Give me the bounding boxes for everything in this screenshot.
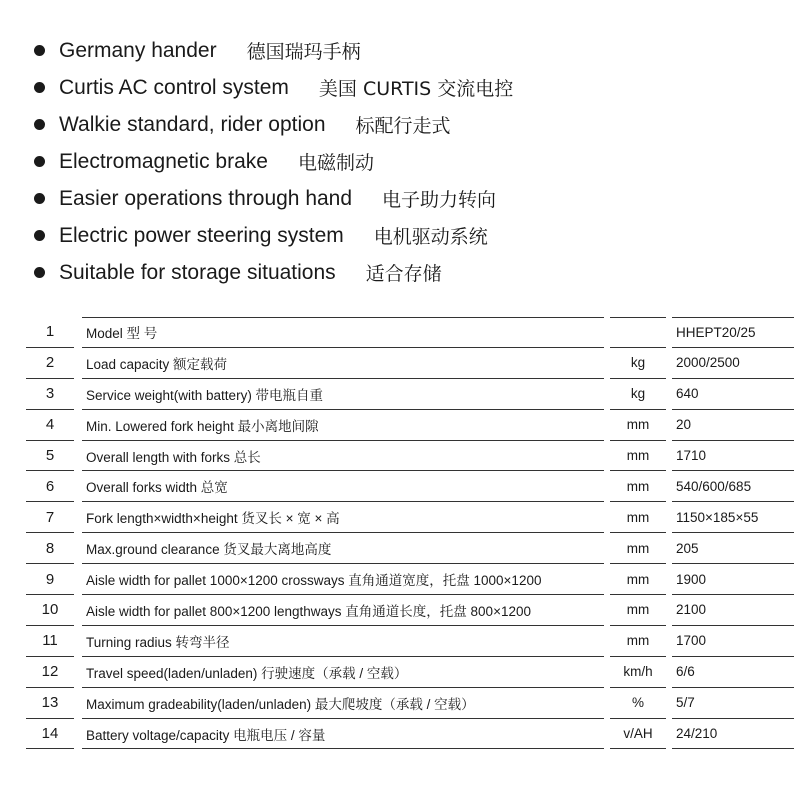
row-number: 13 [26,688,74,719]
spec-value: 2100 [672,595,794,626]
feature-item [34,106,774,143]
spec-name: Overall length with forks 总长 [82,441,604,472]
spec-value: 1710 [672,441,794,472]
bullet-icon [34,267,45,278]
row-number: 9 [26,564,74,595]
spec-value: 1700 [672,626,794,657]
bullet-icon [34,119,45,130]
spec-unit [610,317,666,348]
row-number: 10 [26,595,74,626]
table-row [26,626,794,657]
feature-item [34,69,774,106]
spec-unit: mm [610,410,666,441]
table-row [26,471,794,502]
spec-value: 540/600/685 [672,471,794,502]
spec-value: 5/7 [672,688,794,719]
spec-unit: mm [610,533,666,564]
spec-value: 640 [672,379,794,410]
spec-unit: km/h [610,657,666,688]
spec-value: HHEPT20/25 [672,317,794,348]
spec-name: Turning radius 转弯半径 [82,626,604,657]
feature-english: Germany hander [59,38,217,62]
table-row [26,657,794,688]
row-number: 7 [26,502,74,533]
spec-name: Min. Lowered fork height 最小离地间隙 [82,410,604,441]
row-number: 6 [26,471,74,502]
spec-unit: mm [610,564,666,595]
feature-chinese: 标配行走式 [355,115,451,137]
feature-item [34,180,774,217]
spec-unit: v/AH [610,719,666,750]
table-row [26,317,794,348]
feature-chinese: 德国瑞玛手柄 [246,41,361,63]
spec-value: 24/210 [672,719,794,750]
spec-name: Aisle width for pallet 800×1200 lengthways 直角通道长度，托盘 800×1200 [82,595,604,626]
row-number: 11 [26,626,74,657]
spec-value: 1900 [672,564,794,595]
spec-name: Model 型 号 [82,317,604,348]
spec-name: Maximum gradeability(laden/unladen) 最大爬坡度（承载 / 空载） [82,688,604,719]
spec-name: Service weight(with battery) 带电瓶自重 [82,379,604,410]
feature-chinese: 适合存储 [365,263,442,285]
spec-unit: % [610,688,666,719]
bullet-icon [34,45,45,56]
feature-list [34,32,774,291]
table-row [26,502,794,533]
feature-item [34,32,774,69]
spec-unit: mm [610,502,666,533]
row-number: 8 [26,533,74,564]
table-row [26,564,794,595]
row-number: 14 [26,719,74,750]
bullet-icon [34,82,45,93]
spec-unit: kg [610,348,666,379]
spec-value: 1150×185×55 [672,502,794,533]
bullet-icon [34,156,45,167]
spec-unit: mm [610,595,666,626]
feature-chinese: 电磁制动 [297,152,374,174]
table-row [26,688,794,719]
table-row [26,533,794,564]
feature-item [34,254,774,291]
row-number: 12 [26,657,74,688]
feature-english: Electric power steering system [59,223,344,247]
feature-chinese: 电机驱动系统 [373,226,488,248]
table-row [26,348,794,379]
feature-chinese: 电子助力转向 [382,189,497,211]
row-number: 1 [26,317,74,348]
table-row [26,719,794,750]
row-number: 2 [26,348,74,379]
feature-item [34,217,774,254]
spec-value: 20 [672,410,794,441]
feature-english: Easier operations through hand [59,186,353,210]
spec-name: Fork length×width×height 货叉长 × 宽 × 高 [82,502,604,533]
spec-table [26,317,794,749]
spec-name: Battery voltage/capacity 电瓶电压 / 容量 [82,719,604,750]
spec-name: Load capacity 额定载荷 [82,348,604,379]
spec-unit: mm [610,471,666,502]
table-row [26,410,794,441]
spec-unit: kg [610,379,666,410]
feature-item [34,143,774,180]
spec-name: Overall forks width 总宽 [82,471,604,502]
feature-english: Suitable for storage situations [59,260,336,284]
spec-value: 205 [672,533,794,564]
table-row [26,379,794,410]
row-number: 4 [26,410,74,441]
bullet-icon [34,193,45,204]
feature-english: Curtis AC control system [59,75,289,99]
bullet-icon [34,230,45,241]
spec-value: 6/6 [672,657,794,688]
feature-english: Walkie standard, rider option [59,112,326,136]
row-number: 5 [26,441,74,472]
row-number: 3 [26,379,74,410]
table-row [26,441,794,472]
spec-name: Aisle width for pallet 1000×1200 crossways 直角通道宽度，托盘 1000×1200 [82,564,604,595]
spec-value: 2000/2500 [672,348,794,379]
spec-unit: mm [610,441,666,472]
spec-unit: mm [610,626,666,657]
feature-chinese: 美国 CURTIS 交流电控 [318,78,514,100]
table-row [26,595,794,626]
spec-name: Travel speed(laden/unladen) 行驶速度（承载 / 空载） [82,657,604,688]
spec-name: Max.ground clearance 货叉最大离地高度 [82,533,604,564]
feature-english: Electromagnetic brake [59,149,268,173]
